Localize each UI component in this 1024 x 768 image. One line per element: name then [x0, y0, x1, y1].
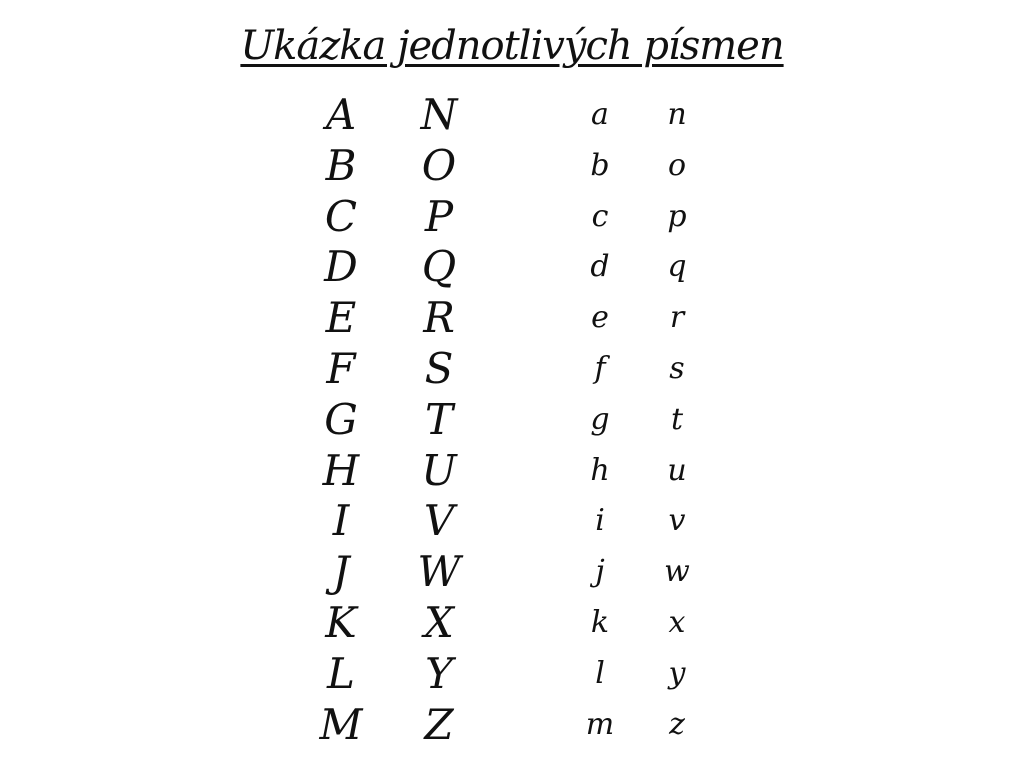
letter-glyph: i [595, 503, 605, 539]
letter-glyph: I [332, 496, 350, 546]
letter-glyph: m [585, 706, 615, 742]
letter-glyph: j [595, 554, 605, 590]
letter-glyph: p [667, 198, 687, 234]
letter-glyph: S [424, 343, 454, 393]
letter-glyph: U [421, 445, 457, 495]
letter-glyph: D [324, 242, 358, 292]
letter-glyph: n [667, 97, 687, 132]
letter-glyph: L [327, 648, 355, 698]
letter-glyph: r [669, 300, 685, 336]
letter-glyph: O [421, 140, 457, 190]
letter-glyph: x [668, 604, 686, 640]
letter-glyph: k [590, 604, 610, 640]
letter-glyph: A [325, 90, 357, 139]
letter-glyph: V [423, 496, 455, 546]
letter-glyph: o [667, 147, 687, 183]
letter-glyph: M [319, 699, 363, 749]
letter-glyph: P [424, 191, 454, 241]
letter-glyph: H [322, 445, 360, 495]
letter-glyph: K [325, 597, 357, 647]
letter-glyph: E [325, 293, 357, 343]
letter-glyph: R [423, 293, 455, 343]
letter-glyph: c [591, 198, 609, 234]
letter-glyph: u [667, 452, 687, 488]
letter-glyph: a [591, 97, 609, 132]
letter-glyph: h [590, 452, 610, 488]
uppercase-column-a-m [306, 90, 376, 750]
letter-glyph: W [417, 547, 461, 597]
letter-glyph: J [332, 547, 350, 597]
uppercase-column-n-z [404, 90, 474, 750]
letter-glyph: F [326, 343, 356, 393]
letter-glyph: Z [424, 699, 454, 749]
letter-glyph: X [424, 597, 454, 647]
letter-glyph: f [594, 350, 606, 386]
letter-glyph: g [590, 401, 610, 437]
letter-glyph: B [325, 140, 357, 190]
page-title [0, 22, 1024, 70]
letter-glyph: Q [421, 242, 457, 292]
letter-glyph: s [669, 350, 685, 386]
letter-glyph: l [595, 655, 605, 691]
letter-glyph: N [420, 90, 458, 139]
letter-glyph: b [590, 147, 610, 183]
letter-glyph: Y [425, 648, 453, 698]
letter-glyph: d [590, 249, 610, 285]
lowercase-column-n-z [652, 90, 702, 750]
letter-glyph: z [669, 706, 685, 742]
page-title-text: Ukázka jednotlivých písmen [240, 23, 784, 69]
letter-glyph: e [591, 300, 609, 336]
letter-glyph: y [668, 655, 686, 691]
letter-glyph: G [324, 394, 358, 444]
letter-glyph: v [668, 503, 686, 539]
letter-glyph: q [667, 249, 687, 285]
letter-glyph: t [670, 401, 684, 437]
letter-glyph: w [664, 554, 690, 590]
lowercase-column-a-m [575, 90, 625, 750]
letter-glyph: T [424, 394, 453, 444]
letter-glyph: C [324, 191, 358, 241]
